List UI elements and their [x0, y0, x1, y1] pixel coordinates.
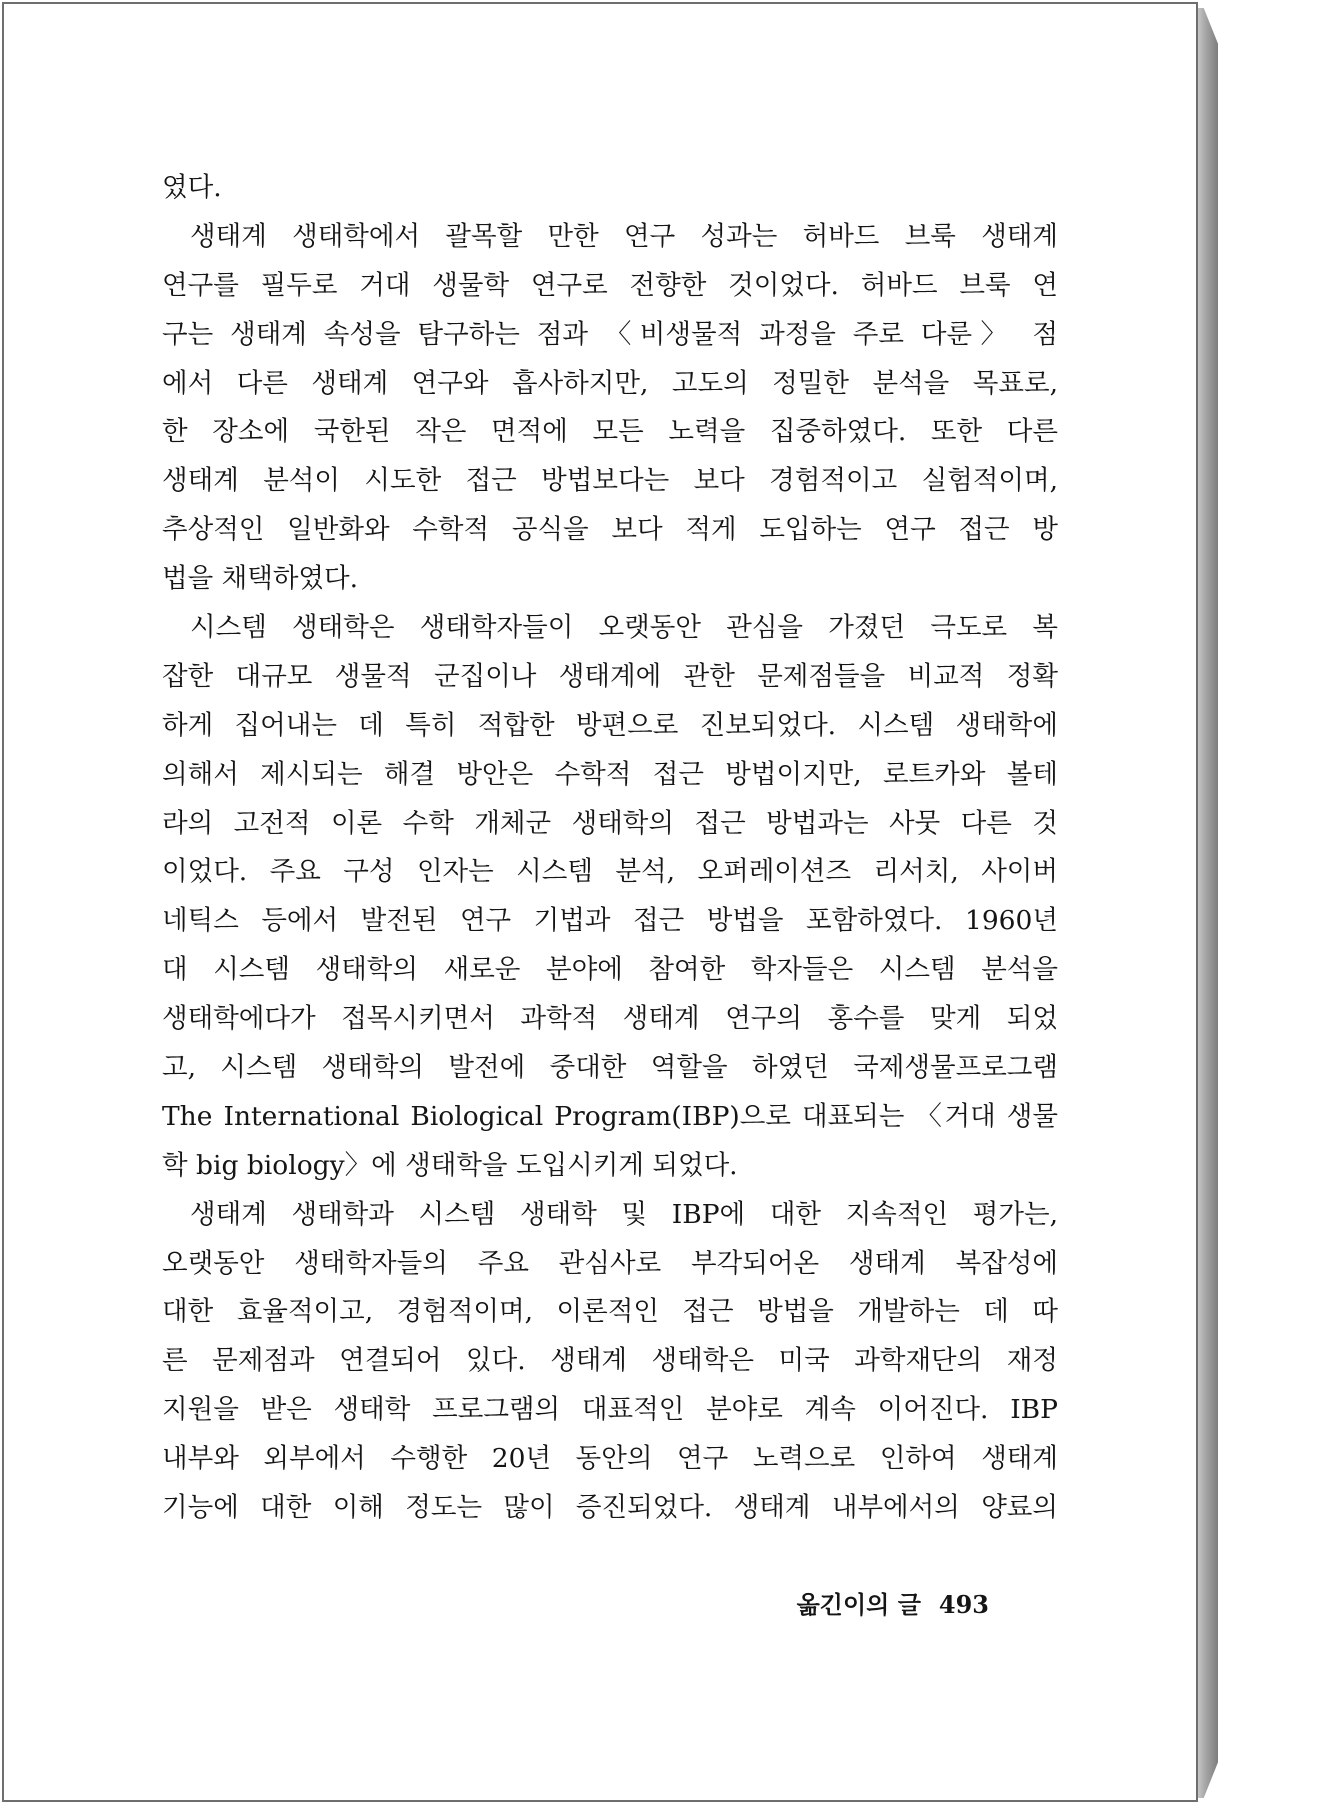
text-line: 고, 시스템 생태학의 발전에 중대한 역할을 하였던 국제생물프로그램 [162, 1052, 1058, 1084]
page-number: 493 [938, 1590, 989, 1619]
text-line: 내부와 외부에서 수행한 20년 동안의 연구 노력으로 인하여 생태계 [162, 1443, 1058, 1475]
body-text [162, 164, 1058, 1533]
text-line: 연구를 필두로 거대 생물학 연구로 전향한 것이었다. 허바드 브룩 연 [162, 269, 1058, 301]
text-line: 네틱스 등에서 발전된 연구 기법과 접근 방법을 포함하였다. 1960년 [162, 905, 1058, 937]
text-line: 에서 다른 생태계 연구와 흡사하지만, 고도의 정밀한 분석을 목표로, [162, 367, 1058, 399]
book-page [2, 2, 1198, 1802]
running-head: 옮긴이의 글 [796, 1590, 921, 1619]
text-line: 생태계 생태학과 시스템 생태학 및 IBP에 대한 지속적인 평가는, [190, 1198, 1058, 1230]
text-line: 생태계 생태학에서 괄목할 만한 연구 성과는 허바드 브룩 생태계 [190, 220, 1058, 252]
text-line: 하게 집어내는 데 특히 적합한 방편으로 진보되었다. 시스템 생태학에 [162, 709, 1058, 741]
text-line: 한 장소에 국한된 작은 면적에 모든 노력을 집중하였다. 또한 다른 [162, 416, 1058, 448]
text-line: 였다. [162, 172, 222, 203]
text-line: 대한 효율적이고, 경험적이며, 이론적인 접근 방법을 개발하는 데 따 [162, 1296, 1058, 1328]
text-line: 기능에 대한 이해 정도는 많이 증진되었다. 생태계 내부에서의 양료의 [162, 1492, 1058, 1524]
text-line: 른 문제점과 연결되어 있다. 생태계 생태학은 미국 과학재단의 재정 [162, 1345, 1058, 1377]
text-line: 생태학에다가 접목시키면서 과학적 생태계 연구의 홍수를 맞게 되었 [162, 1003, 1058, 1035]
text-line: 의해서 제시되는 해결 방안은 수학적 접근 방법이지만, 로트카와 볼테 [162, 758, 1058, 790]
text-line: The International Biological Program(IBP)으로 대표되는 〈거대 생물 [162, 1100, 1058, 1132]
page-edge-shadow [1196, 8, 1218, 1798]
text-line: 생태계 분석이 시도한 접근 방법보다는 보다 경험적이고 실험적이며, [162, 465, 1058, 497]
text-line: 법을 채택하였다. [162, 563, 359, 595]
text-line: 대 시스템 생태학의 새로운 분야에 참여한 학자들은 시스템 분석을 [162, 954, 1058, 986]
text-line: 추상적인 일반화와 수학적 공식을 보다 적게 도입하는 연구 접근 방 [162, 514, 1058, 546]
text-line: 시스템 생태학은 생태학자들이 오랫동안 관심을 가졌던 극도로 복 [190, 612, 1058, 644]
text-line: 구는 생태계 속성을 탐구하는 점과 〈비생물적 과정을 주로 다룬〉 점 [162, 318, 1058, 350]
text-line: 오랫동안 생태학자들의 주요 관심사로 부각되어온 생태계 복잡성에 [162, 1247, 1058, 1279]
text-line: 학 big biology〉에 생태학을 도입시키게 되었다. [162, 1149, 738, 1181]
page-footer [797, 1590, 989, 1620]
text-line: 지원을 받은 생태학 프로그램의 대표적인 분야로 계속 이어진다. IBP [162, 1394, 1058, 1426]
text-line: 잡한 대규모 생물적 군집이나 생태계에 관한 문제점들을 비교적 정확 [162, 660, 1058, 692]
text-line: 라의 고전적 이론 수학 개체군 생태학의 접근 방법과는 사뭇 다른 것 [162, 807, 1058, 839]
text-line: 이었다. 주요 구성 인자는 시스템 분석, 오퍼레이션즈 리서치, 사이버 [162, 856, 1058, 888]
